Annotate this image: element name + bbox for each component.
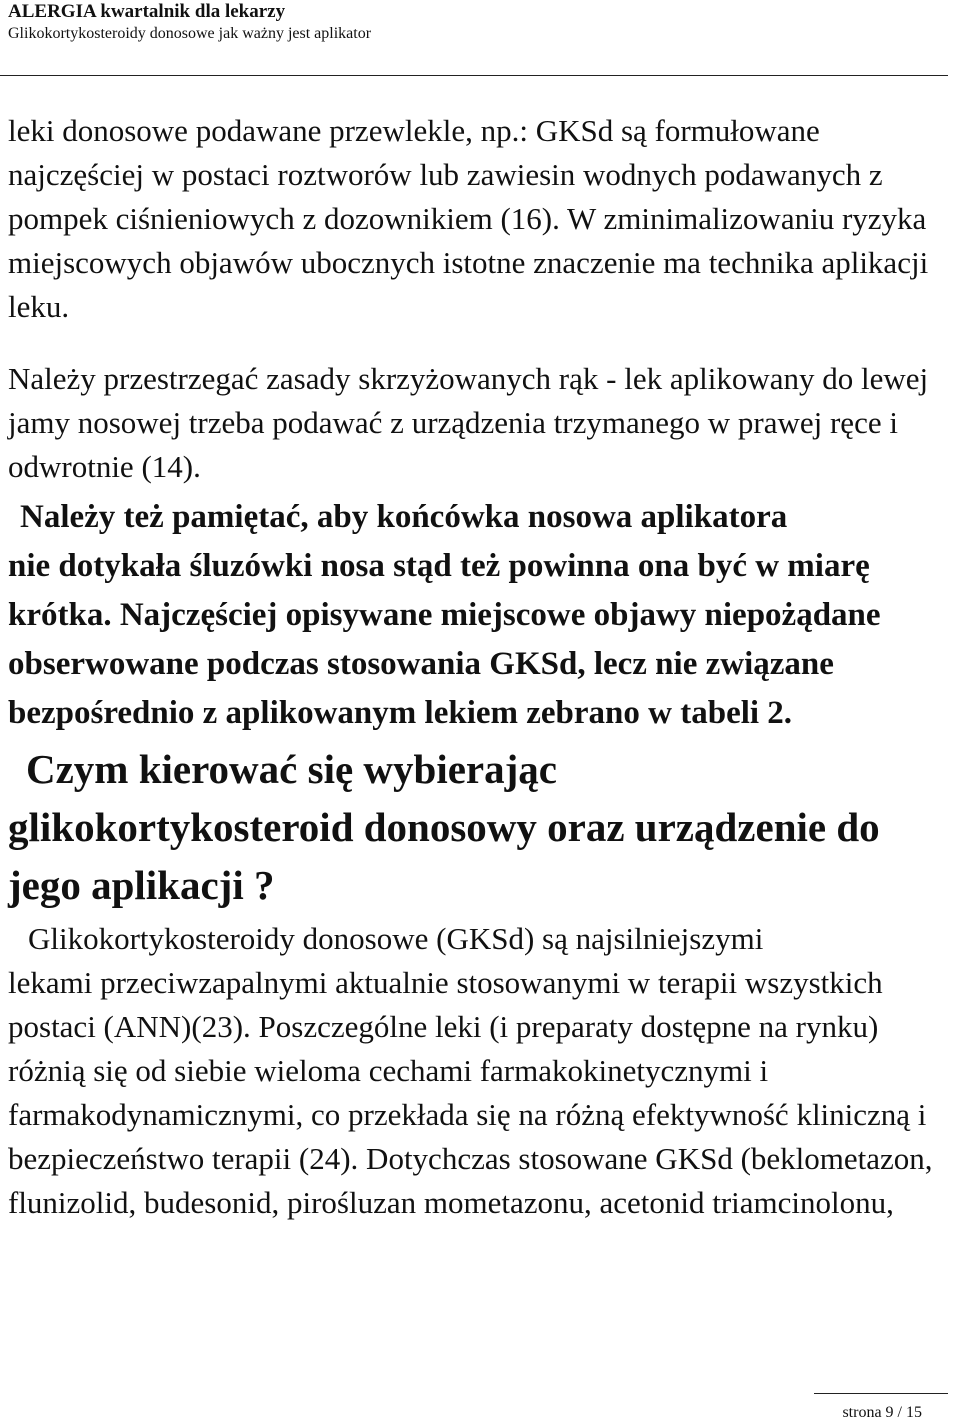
page-number: strona 9 / 15 [842,1404,922,1421]
section-heading-first-line: Czym kierować się wybierając [26,746,557,792]
footer-divider [814,1393,948,1394]
paragraph-crossed-hands-rule: Należy przestrzegać zasady skrzyżowanych rąk - lek aplikowany do lewej jamy nosowej trzeba podawać z urządzenia trzymanego w prawej ręce i odwrotnie (14). [8,361,929,484]
paragraph-gksd-overview [8,917,953,1225]
paragraph-gksd-overview-rest: lekami przeciwzapalnymi aktualnie stosowanymi w terapii wszystkich postaci (ANN)(23). Poszczególne leki (i preparaty dostępne na rynku) różnią się od siebie wieloma cechami farmakokinetycznymi i farmakodynamicznymi, co przekłada się na różną efektywność kliniczną i bezpieczeństwo terapii (24). Dotychczas stosowane GKSd (beklometazon, flunizolid, budesonid, pirośluzan mometazonu, acetonid triamcinolonu, [8,965,933,1220]
article-body [8,109,953,1225]
section-heading [8,740,953,914]
paragraph-gksd-overview-first-line: Glikokortykosteroidy donosowe (GKSd) są najsilniejszymi [28,921,764,956]
header-divider [0,75,948,76]
paragraph-nozzle-tip-first-line: Należy też pamiętać, aby końcówka nosowa aplikatora [20,499,788,535]
paragraph-nozzle-tip-rest: nie dotykała śluzówki nosa stąd też powinna ona być w miarę krótka. Najczęściej opisywane miejscowe objawy niepożądane obserwowane podczas stosowania GKSd, lecz nie związane bezpośrednio z aplikowanym lekiem zebrano w tabeli 2. [8,548,881,731]
article-subtitle: Glikokortykosteroidy donosowe jak ważny jest aplikator [8,25,372,42]
paragraph-application-technique: leki donosowe podawane przewlekle, np.: GKSd są formułowane najczęściej w postaci roztworów lub zawiesin wodnych podawanych z pompek ciśnieniowych z dozownikiem (16). W zminimalizowaniu ryzyka miejscowych objawów ubocznych istotne znaczenie ma technika aplikacji leku. [8,113,929,324]
paragraph-nozzle-tip [8,493,953,738]
section-heading-rest: glikokortykosteroid donosowy oraz urządzenie do jego aplikacji ? [8,804,880,908]
running-header [8,0,371,44]
journal-title: ALERGIA kwartalnik dla lekarzy [8,1,286,22]
